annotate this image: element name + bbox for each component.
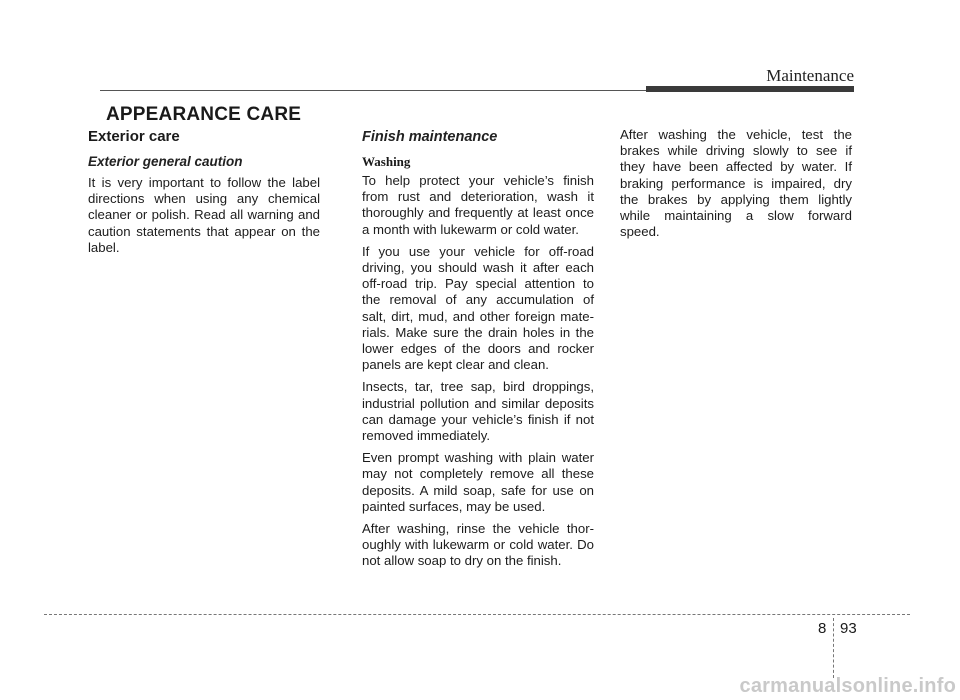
paragraph: Even prompt washing with plain water may not completely remove all these deposits. A mild soap, safe for use on painted surfaces, may be used.	[362, 450, 594, 514]
section-title: APPEARANCE CARE	[106, 104, 302, 125]
chapter-number: 8	[818, 620, 827, 637]
paragraph: It is very important to follow the label directions when using any chemical cleaner or polish. Read all warning and caution statements that appear on the label.	[88, 175, 320, 255]
running-header-title: Maintenance	[766, 66, 854, 85]
paragraph: After washing the vehicle, test the brakes while driving slowly to see if they have been affected by water. If braking performance is impaired, dry the brakes by applying them lightly while maintaining a slow forward speed.	[620, 127, 852, 240]
exterior-care-heading: Exterior care	[88, 128, 180, 145]
paragraph: If you use your vehicle for off-road driving, you should wash it after each off-road trip. Pay special attention to the removal of any accumulation of salt, dirt, mud, and other foreign mate-rials. Make sure the drain holes in the lower edges of the doors and rocker panels are kept clear and clean.	[362, 243, 594, 373]
column-2	[362, 127, 594, 576]
finish-maintenance-heading: Finish maintenance	[362, 129, 498, 145]
page-number-divider	[833, 618, 834, 678]
paragraph: To help protect your vehicle’s finish from rust and deterioration, wash it thoroughly and frequently at least once a month with lukewarm or cold water.	[362, 173, 594, 237]
column-1	[88, 127, 320, 262]
footer-rule	[44, 614, 910, 615]
column-3	[620, 127, 852, 246]
header-rule	[100, 90, 646, 91]
washing-heading: Washing	[362, 154, 411, 169]
paragraph: After washing, rinse the vehicle thor-oughly with lukewarm or cold water. Do not allow soap to dry on the finish.	[362, 521, 594, 569]
page-number: 93	[840, 620, 857, 637]
paragraph: Insects, tar, tree sap, bird droppings, industrial pollution and similar deposits can damage your vehicle’s finish if not removed immediately.	[362, 379, 594, 444]
exterior-general-caution-heading: Exterior general caution	[88, 154, 243, 169]
header-rule-bar	[646, 86, 854, 92]
watermark: carmanualsonline.info	[739, 675, 956, 697]
